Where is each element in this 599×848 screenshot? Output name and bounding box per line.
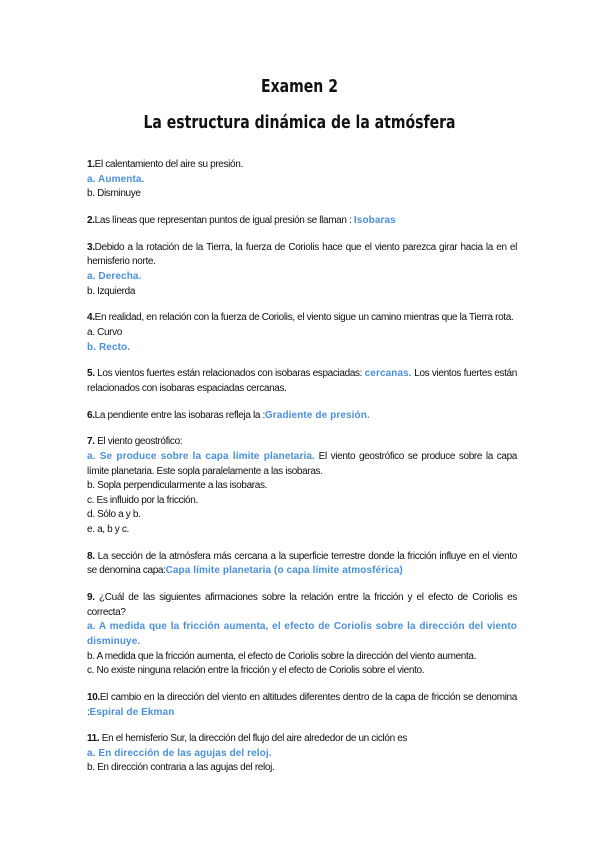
question-3-number: 3. bbox=[87, 241, 95, 253]
question-4-option-b: b. Recto. bbox=[87, 341, 131, 353]
question-1-text: El calentamiento del aire su presión. bbox=[94, 159, 243, 170]
question-7-explanation: El viento geostrófico se produce sobre la capa límite planetaria. bbox=[87, 451, 517, 477]
question-4-option-a: a. Curvo bbox=[87, 326, 122, 338]
question-11-option-b: b. En dirección contraria a las agujas del reloj. bbox=[87, 762, 275, 774]
question-1-option-a: a. Aumenta. bbox=[87, 173, 145, 185]
question-1-number: 1. bbox=[87, 159, 95, 170]
question-10-number: 10. bbox=[87, 691, 100, 703]
question-9-number: 9. bbox=[87, 592, 95, 604]
question-7-text: El viento geostrófico: bbox=[97, 436, 183, 448]
question-4-prompt bbox=[87, 311, 517, 326]
question-1-option-b: b. Disminuye bbox=[87, 188, 141, 200]
question-3-option-b: b. Izquierda bbox=[87, 285, 136, 297]
question-8 bbox=[87, 550, 517, 579]
exam-subtitle: La estructura dinámica de la atmósfera bbox=[143, 112, 456, 133]
exam-title: Examen 2 bbox=[261, 76, 338, 97]
question-9-option-c: c. No existe ninguna relación entre la fricción y el efecto de Coriolis sobre el viento. bbox=[87, 665, 425, 677]
questions-list bbox=[87, 158, 517, 788]
question-6-number: 6. bbox=[87, 409, 95, 421]
question-11-option-a: a. En dirección de las agujas del reloj. bbox=[87, 747, 272, 759]
question-5-explanation: Los vientos fuertes están relacionados con isobaras espaciadas cercanas. bbox=[87, 368, 517, 394]
question-8-number: 8. bbox=[87, 550, 95, 562]
question-11 bbox=[87, 732, 517, 776]
question-11-prompt bbox=[87, 732, 517, 747]
question-1-prompt bbox=[87, 158, 517, 173]
question-5-number: 5. bbox=[87, 368, 95, 380]
question-5 bbox=[87, 367, 517, 396]
question-7-number: 7. bbox=[87, 436, 95, 448]
question-2 bbox=[87, 214, 517, 229]
question-3-text: Debido a la rotación de la Tierra, la fuerza de Coriolis hace que el viento parezca girar hacia la en el hemisferio norte. bbox=[87, 241, 517, 268]
question-11-number: 11. bbox=[87, 733, 100, 745]
question-5-text: Los vientos fuertes están relacionados con isobaras espaciadas: bbox=[97, 368, 363, 380]
question-10-answer: Espiral de Ekman bbox=[89, 706, 175, 718]
question-3-option-a: a. Derecha. bbox=[87, 270, 142, 282]
question-4-text: En realidad, en relación con la fuerza de Coriolis, el viento sigue un camino mientras que la Tierra rota. bbox=[94, 312, 514, 324]
question-1 bbox=[87, 158, 517, 202]
question-9-option-a: a. A medida que la fricción aumenta, el efecto de Coriolis sobre la dirección del viento disminuye. bbox=[87, 621, 517, 647]
question-8-answer: Capa límite planetaria (o capa límite atmosférica) bbox=[165, 565, 403, 577]
question-9 bbox=[87, 591, 517, 679]
question-3 bbox=[87, 241, 517, 299]
question-6-answer: Gradiente de presión. bbox=[264, 409, 370, 421]
question-9-prompt bbox=[87, 591, 517, 620]
question-10-text: El cambio en la dirección del viento en altitudes diferentes dentro de la capa de fricción se denomina : bbox=[87, 691, 517, 718]
question-4-number: 4. bbox=[87, 312, 95, 324]
question-2-answer: Isobaras bbox=[353, 214, 396, 226]
question-7-option-c: c. Es influido por la fricción. bbox=[87, 494, 198, 506]
question-7-option-a bbox=[87, 450, 517, 479]
question-7-option-a-cont: Este sopla paralelamente a las isobaras. bbox=[156, 465, 323, 477]
question-6 bbox=[87, 409, 517, 424]
question-3-prompt bbox=[87, 241, 517, 270]
question-7 bbox=[87, 435, 517, 537]
question-7-answer: a. Se produce sobre la capa límite planetaria. bbox=[87, 451, 315, 463]
question-7-option-d: d. Sólo a y b. bbox=[87, 509, 141, 521]
question-6-text: La pendiente entre las isobaras refleja la : bbox=[94, 409, 265, 421]
question-7-option-e: e. a, b y c. bbox=[87, 524, 129, 535]
question-7-option-b: b. Sopla perpendicularmente a las isobaras. bbox=[87, 480, 268, 492]
question-2-number: 2. bbox=[87, 214, 95, 226]
question-2-text: Las líneas que representan puntos de igual presión se llaman : bbox=[94, 214, 352, 226]
question-9-option-b: b. A medida que la fricción aumenta, el efecto de Coriolis sobre la dirección del viento aumenta. bbox=[87, 650, 477, 662]
question-7-prompt bbox=[87, 435, 517, 450]
question-11-text: En el hemisferio Sur, la dirección del flujo del aire alrededor de un ciclón es bbox=[101, 733, 408, 745]
question-10 bbox=[87, 691, 517, 720]
question-8-text: La sección de la atmósfera más cercana a la superficie terrestre donde la fricción influye en el viento se denomina capa: bbox=[87, 550, 517, 577]
question-5-answer: cercanas. bbox=[364, 368, 412, 380]
question-4 bbox=[87, 311, 517, 355]
question-9-text: ¿Cuál de las siguientes afirmaciones sobre la relación entre la fricción y el efecto de Coriolis es correcta? bbox=[87, 592, 517, 618]
